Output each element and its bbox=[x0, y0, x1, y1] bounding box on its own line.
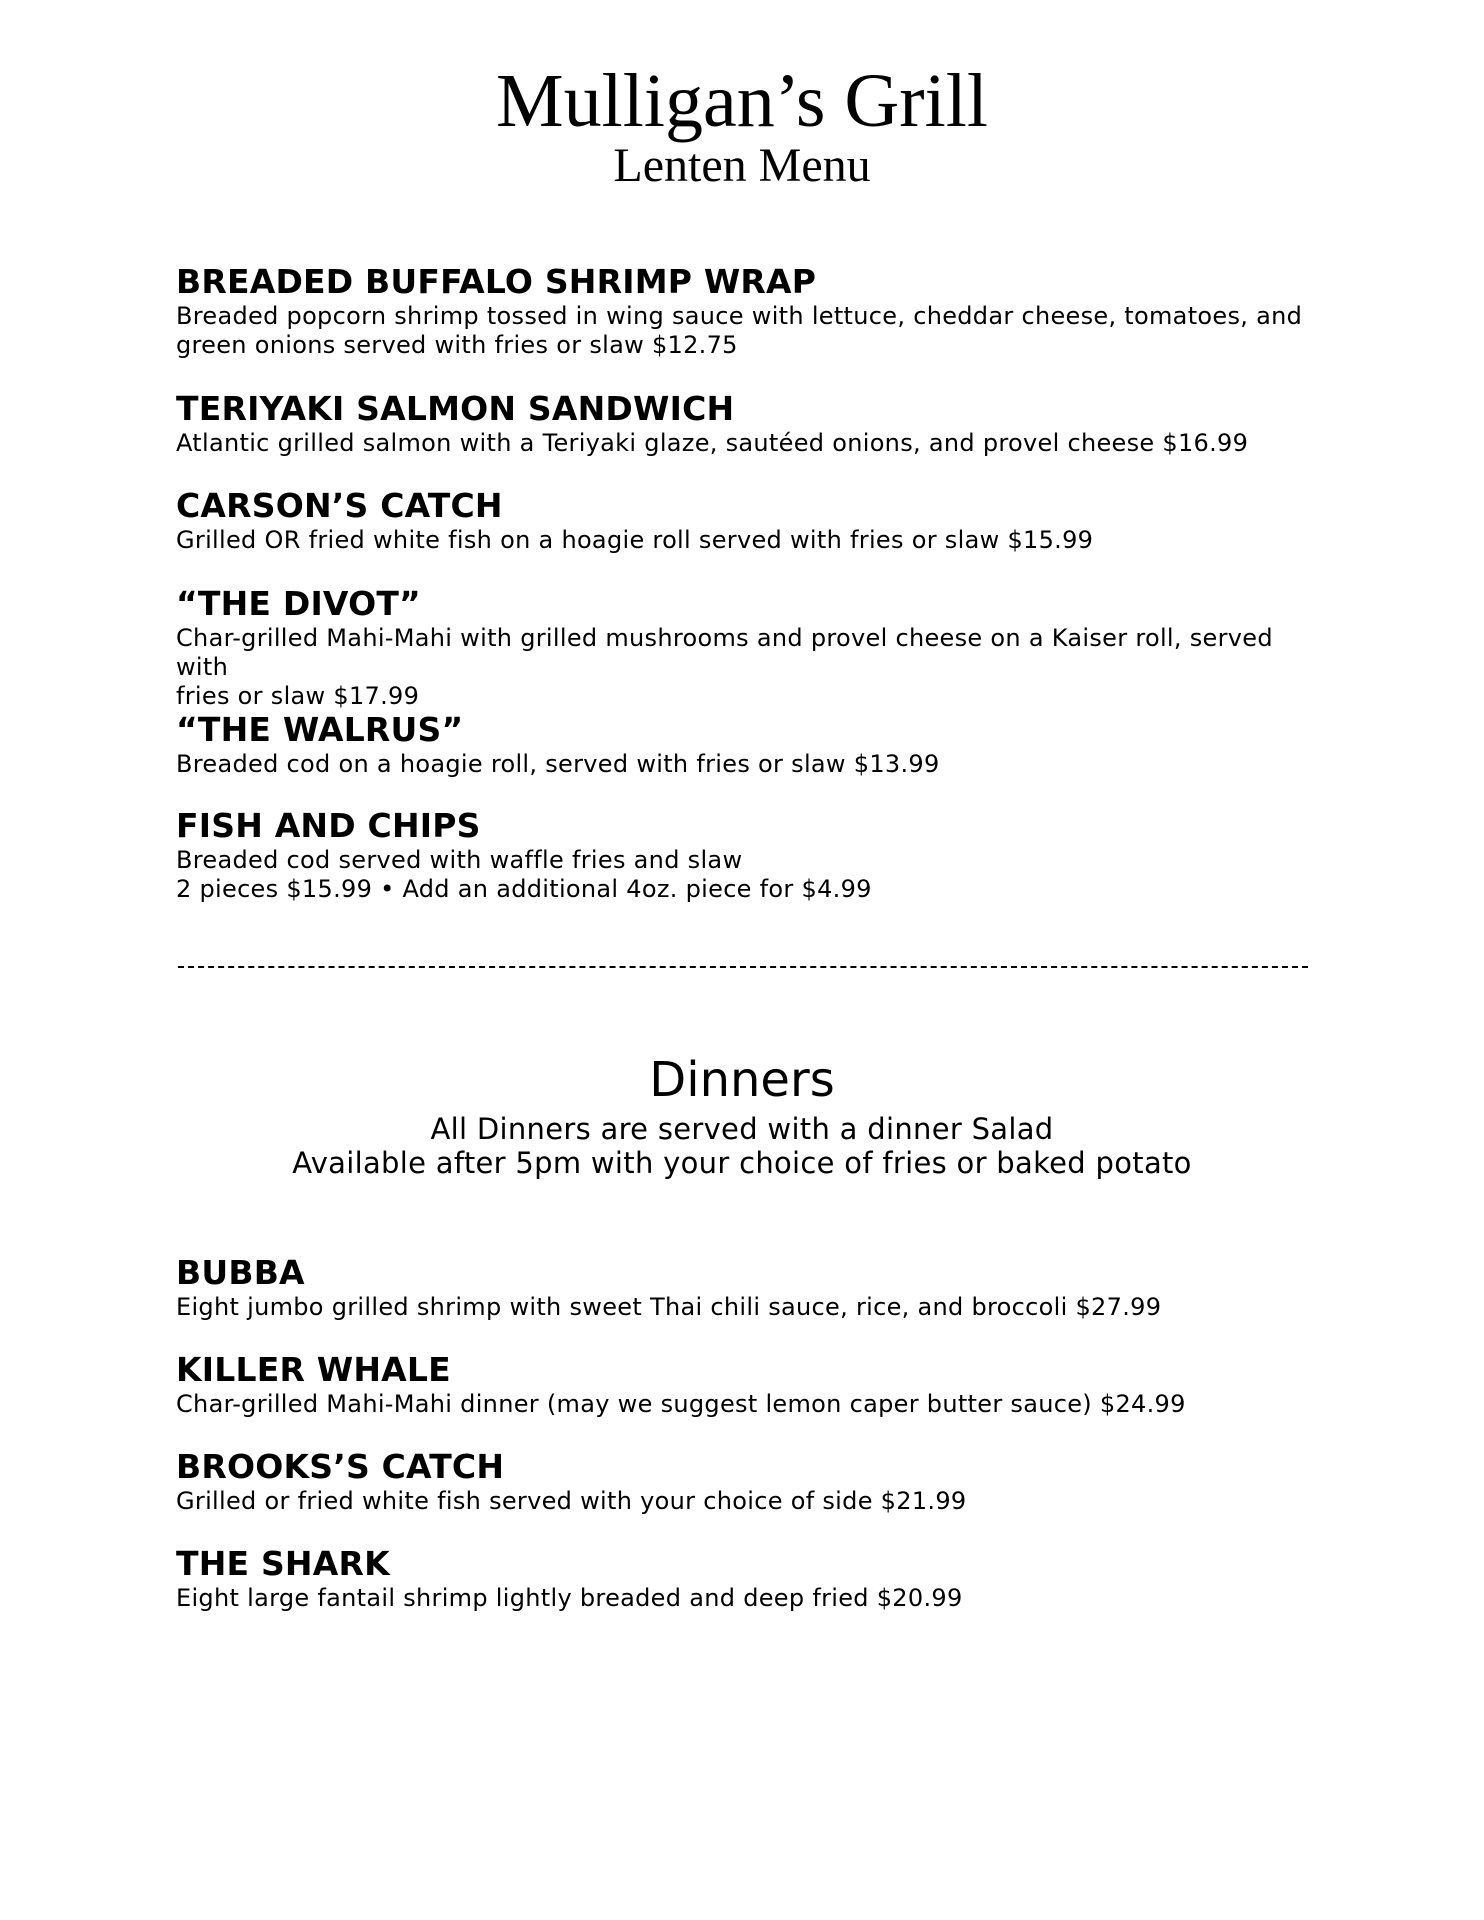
menu-item bbox=[176, 1544, 1326, 1613]
menu-item bbox=[176, 389, 1326, 458]
menu-item-description: Char-grilled Mahi-Mahi dinner (may we suggest lemon caper butter sauce) $24.99 bbox=[176, 1390, 1186, 1418]
menu-item bbox=[176, 1350, 1326, 1419]
menu-item bbox=[176, 1447, 1326, 1516]
menu-item-name: “THE DIVOT” bbox=[176, 584, 421, 623]
menu-item-description: Grilled or fried white fish served with your choice of side $21.99 bbox=[176, 1487, 967, 1515]
restaurant-name: Mulligan’s Grill bbox=[496, 59, 988, 143]
menu-item-description: Eight large fantail shrimp lightly breaded and deep fried $20.99 bbox=[176, 1584, 963, 1612]
menu-item-name: FISH AND CHIPS bbox=[176, 806, 481, 845]
menu-item bbox=[176, 486, 1326, 555]
menu-item-name: CARSON’S CATCH bbox=[176, 486, 503, 525]
menu-item-description: Breaded cod served with waffle fries and slaw 2 pieces $15.99 • Add an additional 4oz. piece for $4.99 bbox=[176, 846, 872, 903]
menu-item bbox=[176, 584, 1326, 711]
menu-item-description: Atlantic grilled salmon with a Teriyaki glaze, sautéed onions, and provel cheese $16.99 bbox=[176, 429, 1249, 457]
menu-item-description: Breaded cod on a hoagie roll, served with fries or slaw $13.99 bbox=[176, 750, 940, 778]
dinners-note: All Dinners are served with a dinner Salad bbox=[430, 1112, 1054, 1146]
menu-item-name: “THE WALRUS” bbox=[176, 710, 464, 749]
dinners-title: Dinners bbox=[649, 1052, 835, 1108]
menu-item-name: THE SHARK bbox=[176, 1544, 390, 1583]
menu-item-name: TERIYAKI SALMON SANDWICH bbox=[176, 389, 735, 428]
menu-item bbox=[176, 806, 1326, 904]
menu-item bbox=[176, 262, 1326, 360]
menu-item-description: Breaded popcorn shrimp tossed in wing sauce with lettuce, cheddar cheese, tomatoes, and green onions served with fries or slaw $12.75 bbox=[176, 302, 1303, 359]
menu-item-name: KILLER WHALE bbox=[176, 1350, 451, 1389]
menu-item bbox=[176, 1253, 1326, 1322]
menu-item-name: BUBBA bbox=[176, 1253, 305, 1292]
section-divider bbox=[178, 966, 1308, 968]
menu-item-description: Grilled OR fried white fish on a hoagie roll served with fries or slaw $15.99 bbox=[176, 526, 1094, 554]
menu-item bbox=[176, 710, 1326, 779]
menu-item-name: BROOKS’S CATCH bbox=[176, 1447, 505, 1486]
dinners-note: Available after 5pm with your choice of fries or baked potato bbox=[292, 1146, 1192, 1180]
menu-item-name: BREADED BUFFALO SHRIMP WRAP bbox=[176, 262, 817, 301]
menu-item-description: Char-grilled Mahi-Mahi with grilled mushrooms and provel cheese on a Kaiser roll, served with fries or slaw $17.99 bbox=[176, 624, 1273, 710]
menu-item-description: Eight jumbo grilled shrimp with sweet Thai chili sauce, rice, and broccoli $27.99 bbox=[176, 1293, 1162, 1321]
menu-subtitle: Lenten Menu bbox=[613, 139, 871, 192]
